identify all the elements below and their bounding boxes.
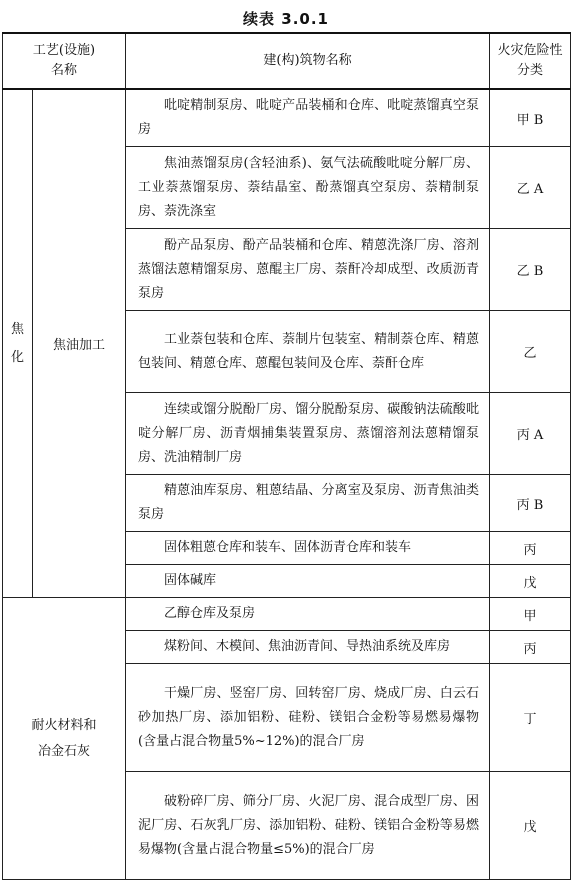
table-row	[3, 598, 571, 631]
category-refractory-line2: 冶金石灰	[37, 743, 90, 759]
hazard-class-cell: 乙 A	[490, 147, 571, 229]
table-title: 续表 3.0.1	[243, 10, 329, 28]
header-hazard-line2: 分类	[516, 63, 543, 78]
hazard-class-cell: 丙 A	[490, 393, 571, 475]
building-name-cell: 工业萘包装和仓库、萘制片包装室、精制萘仓库、精蒽包装间、精蒽仓库、蒽醌包装间及仓库、萘酐仓库	[126, 311, 490, 393]
category-coking-char2: 化	[10, 349, 24, 365]
header-hazard	[490, 33, 571, 89]
category-refractory-line1: 耐火材料和	[31, 717, 97, 733]
building-name-cell: 破粉碎厂房、筛分厂房、火泥厂房、混合成型厂房、困泥厂房、石灰乳厂房、添加铝粉、硅粉、镁铝合金粉等易燃易爆物(含量占混合物量≤5%)的混合厂房	[126, 772, 490, 880]
hazard-class-cell: 戊	[490, 772, 571, 880]
header-process-line2: 名称	[50, 63, 77, 78]
hazard-classification-table	[2, 32, 571, 880]
header-row	[3, 33, 571, 89]
hazard-class-cell: 丁	[490, 664, 571, 772]
building-name-cell: 煤粉间、木模间、焦油沥青间、导热油系统及库房	[126, 631, 490, 664]
building-name-cell: 固体粗蒽仓库和装车、固体沥青仓库和装车	[126, 532, 490, 565]
building-name-cell: 精蒽油库泵房、粗蒽结晶、分离室及泵房、沥青焦油类泵房	[126, 475, 490, 532]
hazard-class-cell: 丙	[490, 532, 571, 565]
hazard-class-cell: 丙	[490, 631, 571, 664]
building-name-cell: 乙醇仓库及泵房	[126, 598, 490, 631]
hazard-class-cell: 乙	[490, 311, 571, 393]
table-row	[3, 89, 571, 147]
header-process-line1: 工艺(设施)	[32, 43, 96, 58]
hazard-class-cell: 丙 B	[490, 475, 571, 532]
category-coking	[3, 89, 33, 598]
building-name-cell: 干燥厂房、竖窑厂房、回转窑厂房、烧成厂房、白云石砂加热厂房、添加铝粉、硅粉、镁铝合金粉等易燃易爆物(含量占混合物量5%~12%)的混合厂房	[126, 664, 490, 772]
building-name-cell: 连续或馏分脱酚厂房、馏分脱酚泵房、碳酸钠法硫酸吡啶分解厂房、沥青烟捕集装置泵房、蒸馏溶剂法蒽精馏泵房、洗油精制厂房	[126, 393, 490, 475]
header-building: 建(构)筑物名称	[126, 33, 490, 89]
building-name-cell: 固体碱库	[126, 565, 490, 598]
subcategory-tar-processing: 焦油加工	[33, 89, 126, 598]
category-coking-char1: 焦	[10, 321, 24, 337]
hazard-class-cell: 甲 B	[490, 89, 571, 147]
hazard-class-cell: 乙 B	[490, 229, 571, 311]
hazard-class-cell: 戊	[490, 565, 571, 598]
building-name-cell: 吡啶精制泵房、吡啶产品装桶和仓库、吡啶蒸馏真空泵房	[126, 89, 490, 147]
category-refractory	[3, 598, 126, 880]
header-process	[3, 33, 126, 89]
building-name-cell: 焦油蒸馏泵房(含轻油系)、氨气法硫酸吡啶分解厂房、工业萘蒸馏泵房、萘结晶室、酚蒸馏真空泵房、萘精制泵房、萘洗涤室	[126, 147, 490, 229]
header-hazard-line1: 火灾危险性	[497, 43, 563, 58]
hazard-class-cell: 甲	[490, 598, 571, 631]
building-name-cell: 酚产品泵房、酚产品装桶和仓库、精蒽洗涤厂房、溶剂蒸馏法蒽精馏泵房、蒽醌主厂房、萘酐冷却成型、改质沥青泵房	[126, 229, 490, 311]
